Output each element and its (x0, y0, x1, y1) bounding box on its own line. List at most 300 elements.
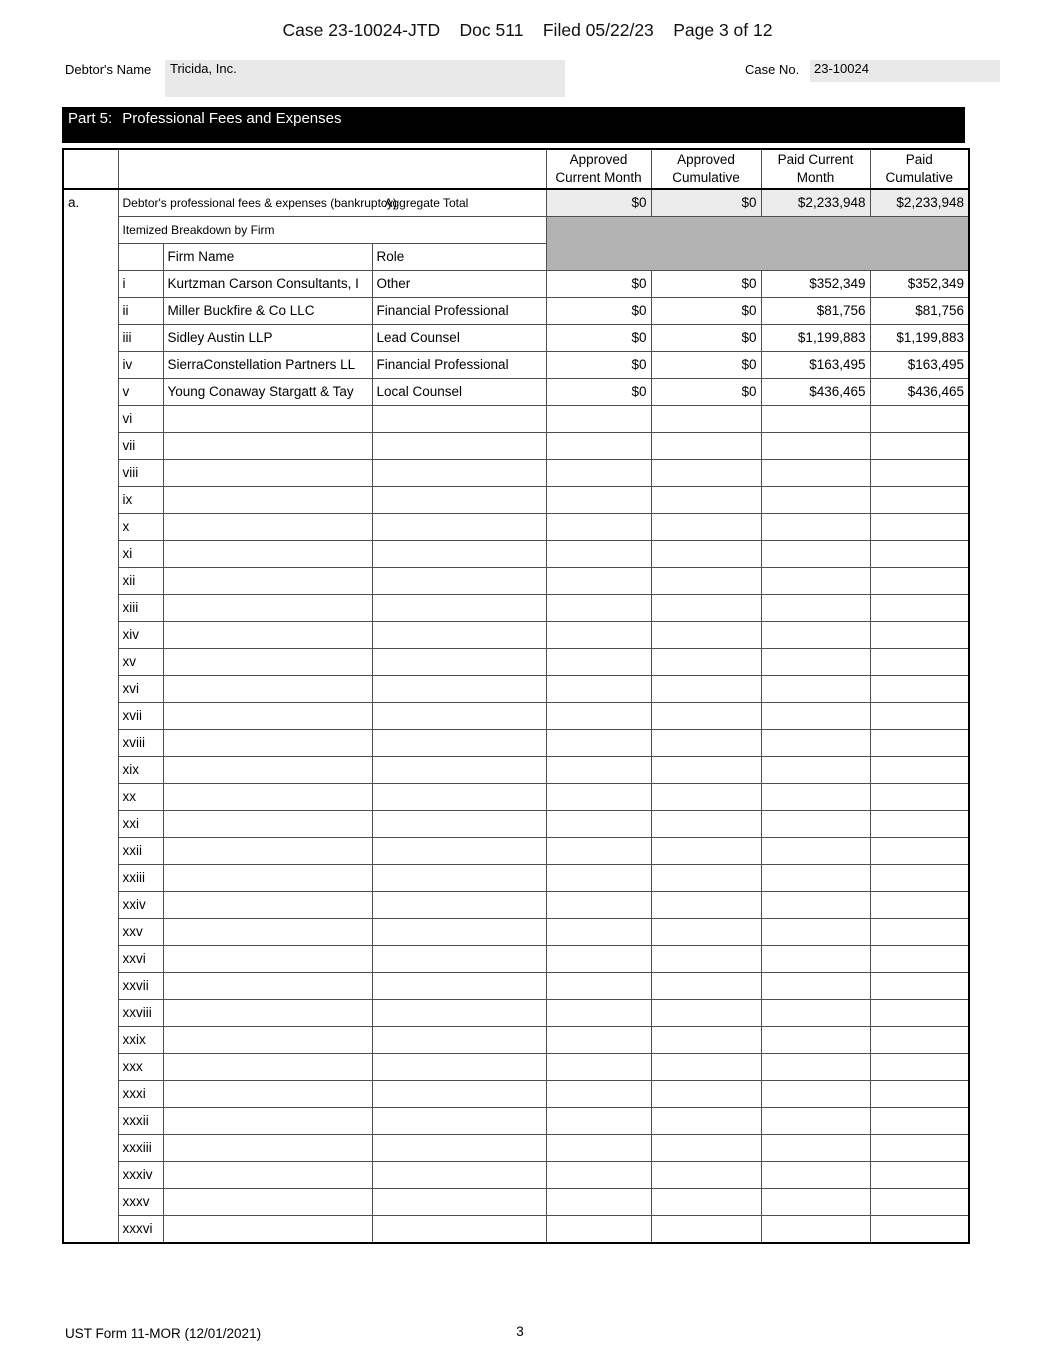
amount-cell (761, 946, 870, 973)
table-row (63, 919, 969, 946)
firm-numeral-cell: xvi (118, 676, 163, 703)
col-paid-current-month: Paid Current Month (761, 149, 870, 189)
amount-cell (870, 460, 969, 487)
amount-cell (761, 784, 870, 811)
aggregate-paid-cumulative: $2,233,948 (870, 189, 969, 217)
firm-name-cell (163, 811, 372, 838)
col-paid-cumulative: Paid Cumulative (870, 149, 969, 189)
aggregate-approved-current: $0 (546, 189, 651, 217)
firm-numeral-cell: xxix (118, 1027, 163, 1054)
table-row (63, 487, 969, 514)
amount-cell (546, 1216, 651, 1244)
firm-name-cell (163, 406, 372, 433)
amount-cell (761, 568, 870, 595)
firm-numeral-cell: iv (118, 352, 163, 379)
firm-numeral-cell: xx (118, 784, 163, 811)
table-row (63, 946, 969, 973)
part5-title: Professional Fees and Expenses (122, 110, 342, 127)
firm-numeral-cell: xxx (118, 1054, 163, 1081)
amount-cell (546, 1081, 651, 1108)
amount-cell (870, 1000, 969, 1027)
firm-role-cell (372, 649, 546, 676)
debtor-name-label: Debtor's Name (65, 62, 152, 77)
firm-numeral-cell: ix (118, 487, 163, 514)
amount-cell (546, 919, 651, 946)
amount-cell (870, 487, 969, 514)
amount-cell (546, 1000, 651, 1027)
aggregate-total-row (63, 189, 969, 217)
amount-cell (546, 1054, 651, 1081)
firm-role-cell (372, 622, 546, 649)
firm-role-cell: Financial Professional (372, 298, 546, 325)
firm-numeral-cell: xxiv (118, 892, 163, 919)
amount-cell (546, 541, 651, 568)
table-row (63, 1081, 969, 1108)
amount-cell (761, 649, 870, 676)
table-row (63, 865, 969, 892)
table-row (63, 595, 969, 622)
role-header: Role (372, 244, 546, 271)
amount-cell: $163,495 (761, 352, 870, 379)
amount-cell (761, 973, 870, 1000)
amount-cell (870, 1054, 969, 1081)
amount-cell (870, 622, 969, 649)
amount-cell (870, 406, 969, 433)
firm-numeral-cell: xxxiii (118, 1135, 163, 1162)
amount-cell (870, 568, 969, 595)
firm-role-cell (372, 811, 546, 838)
amount-cell (870, 676, 969, 703)
itemized-breakdown-row (63, 217, 969, 244)
firm-role-cell: Other (372, 271, 546, 298)
aggregate-description-cell (118, 189, 546, 217)
amount-cell (761, 1027, 870, 1054)
amount-cell (546, 946, 651, 973)
amount-cell (761, 919, 870, 946)
amount-cell (651, 433, 761, 460)
firm-name-cell (163, 1216, 372, 1244)
firm-numeral-cell: xviii (118, 730, 163, 757)
page-number: 3 (516, 1324, 524, 1339)
amount-cell: $1,199,883 (870, 325, 969, 352)
firm-numeral-cell: xxxv (118, 1189, 163, 1216)
amount-cell: $81,756 (761, 298, 870, 325)
amount-cell (651, 676, 761, 703)
firm-role-cell (372, 460, 546, 487)
firm-role-cell (372, 703, 546, 730)
amount-cell (546, 568, 651, 595)
amount-cell (651, 514, 761, 541)
firm-role-cell (372, 919, 546, 946)
table-row (63, 1054, 969, 1081)
amount-cell (546, 811, 651, 838)
firm-name-cell (163, 460, 372, 487)
col-approved-current-month: Approved Current Month (546, 149, 651, 189)
table-row (63, 1027, 969, 1054)
amount-cell (651, 1216, 761, 1244)
amount-cell (546, 703, 651, 730)
firm-role-cell (372, 784, 546, 811)
amount-cell (761, 1216, 870, 1244)
amount-cell (546, 838, 651, 865)
amount-cell: $0 (651, 325, 761, 352)
amount-cell (651, 595, 761, 622)
amount-cell (761, 1054, 870, 1081)
amount-cell: $0 (651, 352, 761, 379)
amount-cell (546, 649, 651, 676)
firm-name-cell (163, 1108, 372, 1135)
amount-cell (651, 946, 761, 973)
amount-cell (870, 730, 969, 757)
firm-numeral-cell: iii (118, 325, 163, 352)
firm-numeral-cell: vi (118, 406, 163, 433)
amount-cell (761, 838, 870, 865)
firm-role-cell (372, 676, 546, 703)
amount-cell (651, 865, 761, 892)
firm-name-cell (163, 622, 372, 649)
amount-cell (651, 1081, 761, 1108)
firm-numeral-cell: xxvi (118, 946, 163, 973)
firm-numeral-cell: xxxi (118, 1081, 163, 1108)
amount-cell (546, 892, 651, 919)
amount-cell (546, 1027, 651, 1054)
table-row (63, 622, 969, 649)
amount-cell (546, 1108, 651, 1135)
firm-role-cell (372, 892, 546, 919)
firm-role-cell (372, 1108, 546, 1135)
amount-cell: $0 (546, 298, 651, 325)
amount-cell (761, 460, 870, 487)
amount-cell: $0 (546, 271, 651, 298)
aggregate-total-label: Aggregate Total (384, 196, 469, 210)
table-row (63, 784, 969, 811)
amount-cell (870, 865, 969, 892)
table-row (63, 892, 969, 919)
amount-cell: $436,465 (761, 379, 870, 406)
table-row (63, 811, 969, 838)
firm-role-cell (372, 757, 546, 784)
part5-label: Part 5: (68, 110, 113, 127)
amount-cell (651, 730, 761, 757)
firm-name-cell (163, 838, 372, 865)
firm-role-cell (372, 973, 546, 1000)
amount-cell: $0 (651, 271, 761, 298)
amount-cell (761, 406, 870, 433)
table-row (63, 973, 969, 1000)
firm-role-cell (372, 1027, 546, 1054)
firm-name-cell (163, 487, 372, 514)
amount-cell (651, 1027, 761, 1054)
amount-cell (870, 1108, 969, 1135)
table-row (63, 1000, 969, 1027)
firm-role-cell (372, 433, 546, 460)
header-letter-cell (63, 149, 118, 189)
firm-role-cell (372, 1135, 546, 1162)
amount-cell (651, 757, 761, 784)
amount-cell (870, 1135, 969, 1162)
amount-cell (870, 541, 969, 568)
table-row (63, 1108, 969, 1135)
amount-cell (546, 487, 651, 514)
table-row (63, 649, 969, 676)
firm-name-cell (163, 703, 372, 730)
table-row (63, 406, 969, 433)
amount-cell (546, 433, 651, 460)
amount-cell (761, 433, 870, 460)
aggregate-paid-current: $2,233,948 (761, 189, 870, 217)
amount-cell (870, 1081, 969, 1108)
firm-role-cell (372, 514, 546, 541)
firm-role-cell (372, 1189, 546, 1216)
table-row (63, 541, 969, 568)
amount-cell (546, 1135, 651, 1162)
firm-numeral-cell: xiii (118, 595, 163, 622)
amount-cell (870, 1027, 969, 1054)
firm-name-cell (163, 514, 372, 541)
firm-numeral-cell: xxxvi (118, 1216, 163, 1244)
firm-numeral-cell: xxxiv (118, 1162, 163, 1189)
amount-cell: $0 (546, 379, 651, 406)
amount-cell (761, 730, 870, 757)
amount-cell (761, 514, 870, 541)
amount-cell (761, 757, 870, 784)
firm-numeral-cell: xxii (118, 838, 163, 865)
court-ecf-stamp: Case 23-10024-JTD Doc 511 Filed 05/22/23 Page 3 of 12 (282, 20, 773, 40)
amount-cell (651, 1162, 761, 1189)
amount-cell (761, 811, 870, 838)
firm-numeral-cell: xix (118, 757, 163, 784)
firm-role-cell (372, 487, 546, 514)
amount-cell (761, 487, 870, 514)
amount-cell (761, 703, 870, 730)
firm-numeral-cell: xvii (118, 703, 163, 730)
firm-name-cell (163, 919, 372, 946)
firm-name-cell (163, 1189, 372, 1216)
amount-cell (651, 703, 761, 730)
amount-cell (651, 973, 761, 1000)
shaded-block (546, 217, 969, 271)
amount-cell (546, 406, 651, 433)
amount-cell (870, 919, 969, 946)
table-row (63, 568, 969, 595)
firm-numeral-cell: vii (118, 433, 163, 460)
amount-cell (870, 1189, 969, 1216)
firm-name-cell (163, 1054, 372, 1081)
table-row (63, 757, 969, 784)
firm-numeral-cell: v (118, 379, 163, 406)
firm-numeral-cell: xxvii (118, 973, 163, 1000)
firm-role-cell (372, 946, 546, 973)
amount-cell (651, 649, 761, 676)
firm-name-cell (163, 433, 372, 460)
professional-fees-table (62, 148, 970, 1244)
amount-cell: $0 (546, 352, 651, 379)
amount-cell (546, 784, 651, 811)
amount-cell (651, 541, 761, 568)
amount-cell (870, 946, 969, 973)
amount-cell (870, 973, 969, 1000)
amount-cell (761, 1108, 870, 1135)
case-number-label: Case No. (745, 62, 800, 77)
amount-cell (870, 892, 969, 919)
firm-name-cell: Miller Buckfire & Co LLC (163, 298, 372, 325)
amount-cell (651, 622, 761, 649)
table-row (63, 325, 969, 352)
firm-name-cell (163, 1135, 372, 1162)
table-row (63, 379, 969, 406)
amount-cell (870, 595, 969, 622)
firm-name-cell: SierraConstellation Partners LL (163, 352, 372, 379)
amount-cell (870, 514, 969, 541)
table-row (63, 1216, 969, 1244)
amount-cell: $0 (651, 379, 761, 406)
firm-role-cell (372, 838, 546, 865)
amount-cell: $0 (546, 325, 651, 352)
amount-cell (546, 622, 651, 649)
amount-cell (651, 1054, 761, 1081)
amount-cell (651, 460, 761, 487)
firm-numeral-cell: xi (118, 541, 163, 568)
firm-name-cell (163, 757, 372, 784)
firm-name-cell (163, 1027, 372, 1054)
amount-cell (651, 811, 761, 838)
amount-cell (761, 676, 870, 703)
firm-name-cell (163, 1000, 372, 1027)
firm-name-cell: Kurtzman Carson Consultants, I (163, 271, 372, 298)
amount-cell (651, 1135, 761, 1162)
case-number-field (810, 60, 1000, 82)
firm-numeral-cell: xxiii (118, 865, 163, 892)
row-letter-cell: a. (63, 189, 118, 1243)
amount-cell: $352,349 (870, 271, 969, 298)
amount-cell (761, 622, 870, 649)
amount-cell (870, 811, 969, 838)
amount-cell (546, 730, 651, 757)
amount-cell: $1,199,883 (761, 325, 870, 352)
firm-name-cell (163, 1081, 372, 1108)
debtor-name-value: Tricida, Inc. (170, 61, 237, 76)
firm-numeral-cell: i (118, 271, 163, 298)
amount-cell (870, 703, 969, 730)
amount-cell: $436,465 (870, 379, 969, 406)
amount-cell (870, 757, 969, 784)
table-row (63, 1162, 969, 1189)
amount-cell (546, 973, 651, 1000)
amount-cell (651, 568, 761, 595)
firm-numeral-cell: xxv (118, 919, 163, 946)
table-row (63, 514, 969, 541)
amount-cell: $163,495 (870, 352, 969, 379)
debtor-name-field (165, 60, 565, 97)
amount-cell (761, 541, 870, 568)
table-row (63, 676, 969, 703)
amount-cell (651, 1000, 761, 1027)
firm-name-cell (163, 676, 372, 703)
amount-cell (651, 1189, 761, 1216)
firm-role-cell (372, 595, 546, 622)
table-row (63, 433, 969, 460)
amount-cell (761, 1189, 870, 1216)
amount-cell (761, 892, 870, 919)
amount-cell (761, 865, 870, 892)
firm-numeral-cell: xiv (118, 622, 163, 649)
firm-role-cell (372, 541, 546, 568)
col-approved-cumulative: Approved Cumulative (651, 149, 761, 189)
amount-cell (546, 1189, 651, 1216)
amount-cell (761, 595, 870, 622)
firm-numeral-cell: viii (118, 460, 163, 487)
form-identifier: UST Form 11-MOR (12/01/2021) (65, 1326, 262, 1341)
amount-cell (546, 514, 651, 541)
amount-cell (651, 406, 761, 433)
amount-cell (761, 1135, 870, 1162)
amount-cell (651, 487, 761, 514)
amount-cell: $81,756 (870, 298, 969, 325)
firm-name-cell (163, 730, 372, 757)
firm-numeral-cell: ii (118, 298, 163, 325)
firm-role-cell (372, 1054, 546, 1081)
firm-name-cell (163, 568, 372, 595)
amount-cell (651, 892, 761, 919)
amount-cell (546, 865, 651, 892)
firm-name-cell (163, 595, 372, 622)
table-row (63, 730, 969, 757)
table-row (63, 271, 969, 298)
amount-cell: $0 (651, 298, 761, 325)
amount-cell (546, 676, 651, 703)
amount-cell (870, 649, 969, 676)
firm-role-cell (372, 1081, 546, 1108)
table-row (63, 298, 969, 325)
firm-role-cell (372, 865, 546, 892)
firm-numeral-cell: xv (118, 649, 163, 676)
table-row (63, 1189, 969, 1216)
amount-cell (651, 919, 761, 946)
firm-numeral-cell: xxxii (118, 1108, 163, 1135)
firm-name-cell: Sidley Austin LLP (163, 325, 372, 352)
firm-numeral-cell: xxviii (118, 1000, 163, 1027)
amount-cell (546, 595, 651, 622)
firm-name-cell (163, 973, 372, 1000)
firm-name-cell (163, 892, 372, 919)
part5-section-header (62, 107, 965, 143)
amount-cell (651, 1108, 761, 1135)
case-number-value: 23-10024 (814, 61, 869, 76)
firm-name-cell: Young Conaway Stargatt & Tay (163, 379, 372, 406)
firm-numeral-cell: xxi (118, 811, 163, 838)
amount-cell: $352,349 (761, 271, 870, 298)
table-row (63, 703, 969, 730)
amount-cell (651, 784, 761, 811)
firm-role-cell (372, 730, 546, 757)
amount-cell (546, 1162, 651, 1189)
firm-name-header: Firm Name (163, 244, 372, 271)
amount-cell (870, 433, 969, 460)
firm-numeral-cell: xii (118, 568, 163, 595)
aggregate-approved-cumulative: $0 (651, 189, 761, 217)
firm-name-cell (163, 541, 372, 568)
firm-role-cell: Local Counsel (372, 379, 546, 406)
firm-name-cell (163, 946, 372, 973)
amount-cell (546, 757, 651, 784)
amount-cell (870, 784, 969, 811)
header-description-cell (118, 149, 546, 189)
table-row (63, 352, 969, 379)
firm-role-cell: Lead Counsel (372, 325, 546, 352)
table-row (63, 1135, 969, 1162)
aggregate-label: Debtor's professional fees & expenses (bankruptcy) (122, 196, 397, 210)
firm-role-cell (372, 1000, 546, 1027)
